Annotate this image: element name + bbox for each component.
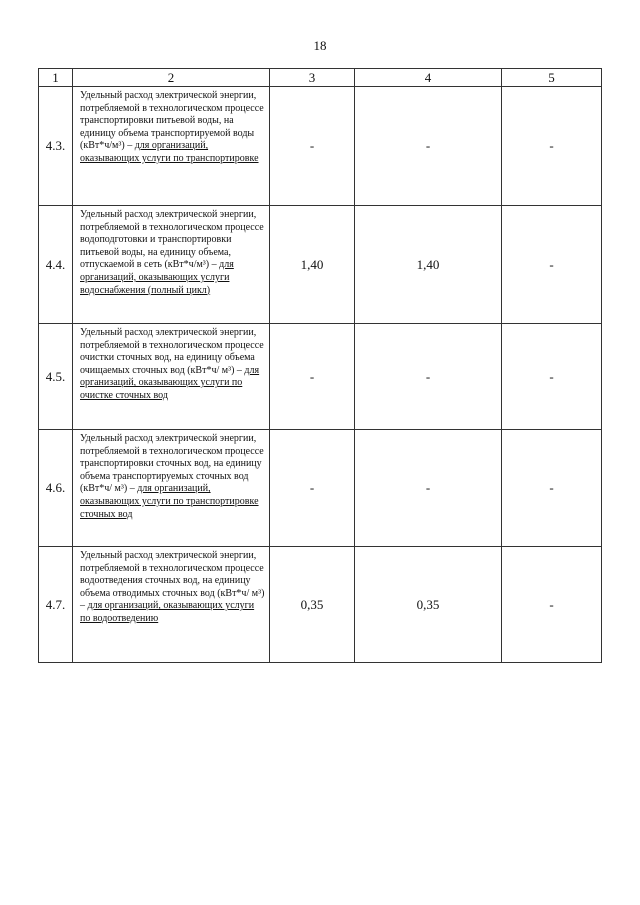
row-description [73, 430, 270, 547]
value-col3: - [270, 87, 355, 206]
value-col4: 0,35 [355, 547, 502, 663]
header-row [39, 69, 602, 87]
row-description [73, 547, 270, 663]
value-col4: - [355, 430, 502, 547]
table-row [39, 324, 602, 430]
row-number: 4.3. [39, 87, 73, 206]
desc-text: Удельный расход электрической энергии, потребляемой в технологическом процессе водоотведения сточных вод, на единицу объема отводимых сточных вод (кВт*ч/ м³) – [80, 550, 265, 612]
header-cell: 1 [39, 69, 73, 87]
desc-scope-text: для организаций, оказывающих услуги по водоотведению [80, 600, 255, 624]
table-row [39, 87, 602, 206]
desc-text: Удельный расход электрической энергии, потребляемой в технологическом процессе транспортировки сточных вод, на единицу объема транспортируемых сточных вод (кВт*ч/ м³) – [80, 433, 264, 495]
row-description [73, 206, 270, 324]
value-col4: - [355, 87, 502, 206]
value-col3: 0,35 [270, 547, 355, 663]
desc-text: Удельный расход электрической энергии, потребляемой в технологическом процессе транспортировки питьевой воды, на единицу объема транспортируемой воды (кВт*ч/м³) – [80, 90, 264, 152]
desc-scope-text: для организаций, оказывающих услуги по транспортировке [80, 140, 259, 164]
header-cell: 3 [270, 69, 355, 87]
value-col4: 1,40 [355, 206, 502, 324]
value-col5: - [502, 430, 602, 547]
header-cell: 4 [355, 69, 502, 87]
row-number: 4.7. [39, 547, 73, 663]
table-row [39, 547, 602, 663]
value-col5: - [502, 547, 602, 663]
value-col3: - [270, 324, 355, 430]
table-row [39, 206, 602, 324]
header-cell: 2 [73, 69, 270, 87]
row-number: 4.4. [39, 206, 73, 324]
value-col5: - [502, 87, 602, 206]
row-number: 4.5. [39, 324, 73, 430]
row-number: 4.6. [39, 430, 73, 547]
desc-text: Удельный расход электрической энергии, потребляемой в технологическом процессе водоподготовки и транспортировки питьевой воды, на единицу объема, отпускаемой в сеть (кВт*ч/м³) – [80, 209, 264, 271]
desc-scope-text: для организаций, оказывающих услуги по очистке сточных вод [80, 364, 260, 401]
page-number: 18 [313, 38, 327, 53]
value-col3: - [270, 430, 355, 547]
value-col5: - [502, 206, 602, 324]
value-col4: - [355, 324, 502, 430]
desc-scope-text: для организаций, оказывающих услуги по транспортировке сточных вод [80, 483, 259, 520]
row-description [73, 324, 270, 430]
table-row [39, 430, 602, 547]
indicators-table [38, 68, 602, 663]
desc-scope-text: для организаций, оказывающих услуги водоснабжения (полный цикл) [80, 259, 234, 296]
header-cell: 5 [502, 69, 602, 87]
row-description [73, 87, 270, 206]
value-col3: 1,40 [270, 206, 355, 324]
desc-text: Удельный расход электрической энергии, потребляемой в технологическом процессе очистки сточных вод, на единицу объема очищаемых сточных вод (кВт*ч/ м³) – [80, 327, 264, 376]
value-col5: - [502, 324, 602, 430]
